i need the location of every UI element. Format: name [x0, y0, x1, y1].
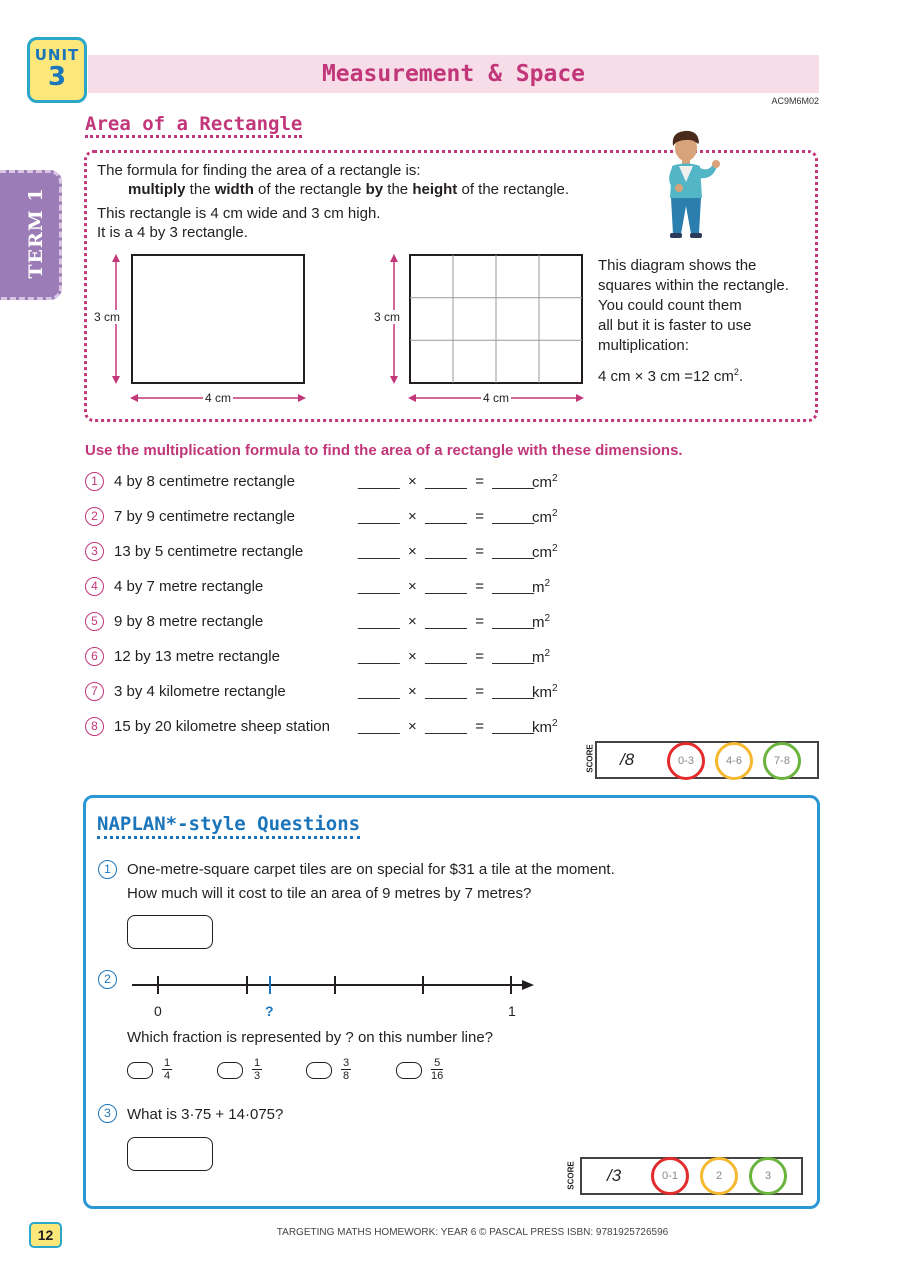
answer-blanks[interactable]: _____ × _____ = _____ — [358, 648, 534, 665]
naplan-question-number: 3 — [98, 1104, 117, 1123]
unit-sup: 2 — [552, 508, 558, 519]
number-line-end: 1 — [508, 1003, 516, 1019]
score-band-low: 0-1 — [651, 1157, 689, 1195]
diagram-text-line: This diagram shows the — [598, 257, 757, 274]
unit-sup: 2 — [552, 473, 558, 484]
unit-text: km — [532, 719, 552, 736]
unit-sup: 2 — [544, 613, 551, 624]
unit-text: m — [532, 649, 545, 666]
number-line-marker: ? — [265, 1003, 274, 1019]
footer-text: TARGETING MATHS HOMEWORK: YEAR 6 © PASCAL PRESS ISBN: 9781925726596 — [276, 1227, 669, 1238]
answer-blanks[interactable]: _____ × _____ = _____ — [358, 578, 534, 595]
diagram-explanation — [598, 256, 789, 356]
answer-box[interactable] — [127, 915, 213, 949]
answer-blanks[interactable]: _____ × _____ = _____ — [358, 543, 534, 560]
result-sup: 2 — [733, 367, 739, 377]
naplan-title: NAPLAN*-style Questions — [97, 813, 360, 839]
fraction-denominator: 8 — [343, 1070, 350, 1082]
desc-line-1: This rectangle is 4 cm wide and 3 cm high. — [97, 205, 381, 222]
score-total: /3 — [607, 1166, 622, 1185]
fraction-numerator: 3 — [343, 1057, 350, 1069]
formula-text — [128, 180, 569, 199]
fraction-numerator: 1 — [254, 1057, 261, 1069]
unit-sup: 2 — [552, 683, 558, 694]
naplan-q1-line2: How much will it cost to tile an area of 9 metres by 7 metres? — [127, 885, 532, 902]
answer-unit — [532, 473, 558, 491]
unit-badge — [27, 37, 87, 103]
unit-text: km — [532, 684, 552, 701]
option-oval[interactable] — [127, 1062, 153, 1079]
grid-width-label: 4 cm — [483, 391, 510, 405]
answer-unit — [532, 543, 558, 561]
question-number: 2 — [85, 507, 104, 526]
fraction-numerator: 1 — [164, 1057, 171, 1069]
naplan-q2-text: Which fraction is represented by ? on this number line? — [127, 1029, 494, 1046]
diagram-text-line: multiplication: — [598, 337, 689, 354]
diagram-result — [598, 363, 743, 386]
answer-blanks[interactable]: _____ × _____ = _____ — [358, 508, 534, 525]
option-oval[interactable] — [217, 1062, 243, 1079]
naplan-question-number: 2 — [98, 970, 117, 989]
score-label: SCORE — [566, 1161, 576, 1190]
unit-label: UNIT — [34, 46, 80, 64]
question-text: 3 by 4 kilometre rectangle — [114, 683, 286, 700]
naplan-question-number: 1 — [98, 860, 117, 879]
number-line-start: 0 — [154, 1003, 162, 1019]
answer-unit — [532, 508, 558, 526]
formula-part: width — [214, 181, 254, 198]
boy-illustration — [655, 126, 725, 244]
score-label: SCORE — [585, 744, 595, 773]
fraction-denominator: 16 — [431, 1070, 444, 1082]
rectangle-diagram-grid — [370, 248, 600, 410]
score-band-high: 3 — [749, 1157, 787, 1195]
unit-sup: 2 — [544, 648, 551, 659]
formula-part: height — [412, 181, 458, 198]
section-title: Area of a Rectangle — [85, 113, 302, 138]
width-label: 4 cm — [205, 391, 232, 405]
unit-text: cm — [532, 474, 552, 491]
question-text: 4 by 7 metre rectangle — [114, 578, 264, 595]
answer-blanks[interactable]: _____ × _____ = _____ — [358, 473, 534, 490]
score-band-low: 0-3 — [667, 742, 705, 780]
answer-unit — [532, 578, 550, 596]
option-oval[interactable] — [306, 1062, 332, 1079]
option-fraction — [341, 1057, 351, 1082]
answer-box[interactable] — [127, 1137, 213, 1171]
question-number: 8 — [85, 717, 104, 736]
formula-part: of the rectangle — [253, 181, 366, 198]
answer-unit — [532, 718, 558, 736]
question-text: 4 by 8 centimetre rectangle — [114, 473, 295, 490]
formula-part: multiply — [128, 181, 186, 198]
diagram-text-line: You could count them — [598, 297, 742, 314]
result-text: 4 cm × 3 cm =12 cm — [598, 368, 734, 385]
question-number: 7 — [85, 682, 104, 701]
unit-number: 3 — [47, 62, 67, 92]
answer-unit — [532, 648, 550, 666]
formula-part: the — [383, 181, 413, 198]
question-text: 15 by 20 kilometre sheep station — [114, 718, 330, 735]
score-band-mid: 2 — [700, 1157, 738, 1195]
fraction-denominator: 4 — [164, 1070, 171, 1082]
answer-blanks[interactable]: _____ × _____ = _____ — [358, 718, 534, 735]
intro-text: The formula for finding the area of a rectangle is: — [97, 162, 421, 179]
rectangle-diagram-plain — [90, 248, 320, 410]
question-text: 7 by 9 centimetre rectangle — [114, 508, 295, 525]
height-label: 3 cm — [94, 310, 121, 324]
score-band-mid: 4-6 — [715, 742, 753, 780]
page-title: Measurement & Space — [321, 61, 586, 87]
number-line — [128, 972, 538, 1000]
formula-part: the — [185, 181, 215, 198]
answer-unit — [532, 683, 558, 701]
score-band-high: 7-8 — [763, 742, 801, 780]
fraction-denominator: 3 — [254, 1070, 261, 1082]
curriculum-code: AC9M6M02 — [771, 96, 819, 106]
option-fraction — [431, 1057, 443, 1082]
question-number: 4 — [85, 577, 104, 596]
grid-height-label: 3 cm — [374, 310, 401, 324]
unit-text: m — [532, 579, 545, 596]
formula-part: by — [365, 181, 384, 198]
answer-blanks[interactable]: _____ × _____ = _____ — [358, 613, 534, 630]
formula-part: of the rectangle. — [457, 181, 570, 198]
exercise-instruction: Use the multiplication formula to find the area of a rectangle with these dimensions. — [85, 442, 683, 459]
answer-unit — [532, 613, 550, 631]
result-end: . — [738, 368, 744, 385]
unit-text: cm — [532, 544, 552, 561]
option-fraction — [162, 1057, 172, 1082]
question-number: 3 — [85, 542, 104, 561]
diagram-text-line: all but it is faster to use — [598, 317, 752, 334]
unit-text: cm — [532, 509, 552, 526]
question-number: 6 — [85, 647, 104, 666]
option-oval[interactable] — [396, 1062, 422, 1079]
score-total: /8 — [620, 750, 635, 769]
unit-sup: 2 — [552, 718, 558, 729]
desc-line-2: It is a 4 by 3 rectangle. — [97, 224, 248, 241]
page-number: 12 — [29, 1222, 62, 1248]
question-number: 1 — [85, 472, 104, 491]
question-text: 9 by 8 metre rectangle — [114, 613, 264, 630]
naplan-q3-text: What is 3·75 + 14·075? — [127, 1106, 284, 1123]
unit-sup: 2 — [552, 543, 558, 554]
diagram-text-line: squares within the rectangle. — [598, 277, 789, 294]
term-label: TERM 1 — [25, 187, 47, 279]
question-text: 12 by 13 metre rectangle — [114, 648, 280, 665]
unit-text: m — [532, 614, 545, 631]
question-text: 13 by 5 centimetre rectangle — [114, 543, 304, 560]
option-fraction — [252, 1057, 262, 1082]
unit-sup: 2 — [544, 578, 551, 589]
naplan-q1-line1: One-metre-square carpet tiles are on special for $31 a tile at the moment. — [127, 861, 615, 878]
fraction-numerator: 5 — [431, 1057, 443, 1070]
answer-blanks[interactable]: _____ × _____ = _____ — [358, 683, 534, 700]
question-number: 5 — [85, 612, 104, 631]
